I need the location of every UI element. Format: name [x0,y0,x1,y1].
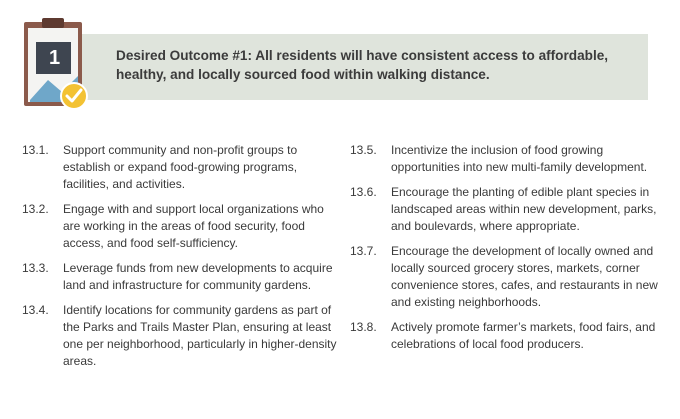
item-text: Incentivize the inclusion of food growing opportunities into new multi-family development. [391,143,648,174]
list-item [350,184,670,235]
outcome-title: Desired Outcome #1: All residents will have consistent access to affordable, healthy, and locally sourced food within walking distance. [116,48,609,82]
item-text: Encourage the development of locally owned and locally sourced grocery stores, markets, corner convenience stores, cafes, and restaurants in new and existing neighborhoods. [391,244,658,309]
outcome-number: 1 [48,47,61,69]
item-text: Leverage funds from new developments to acquire land and infrastructure for community gardens. [63,261,333,292]
item-number: 13.3. [22,261,49,275]
item-text: Encourage the planting of edible plant species in landscaped areas within new development, parks, and boulevards, where appropriate. [391,185,657,233]
list-item [22,260,342,294]
item-number: 13.8. [350,320,377,334]
item-number: 13.5. [350,143,377,157]
item-text: Actively promote farmer’s markets, food fairs, and celebrations of local food producers. [391,320,656,351]
list-item [22,142,342,193]
list-item [350,243,670,311]
left-column [22,142,342,378]
item-number: 13.4. [22,303,49,317]
list-item [22,201,342,252]
item-number: 13.7. [350,244,377,258]
list-item [350,319,670,353]
item-text: Support community and non-profit groups to establish or expand food-growing programs, facilities, and activities. [63,143,298,191]
item-text: Identify locations for community gardens as part of the Parks and Trails Master Plan, ensuring at least one per neighborhood, particularly in higher-density areas. [63,303,337,368]
right-column [350,142,670,361]
item-number: 13.6. [350,185,377,199]
item-number: 13.1. [22,143,49,157]
list-item [22,302,342,370]
item-number: 13.2. [22,202,49,216]
item-text: Engage with and support local organizations who are working in the areas of food security, food access, and food self-sufficiency. [63,202,324,250]
list-item [350,142,670,176]
